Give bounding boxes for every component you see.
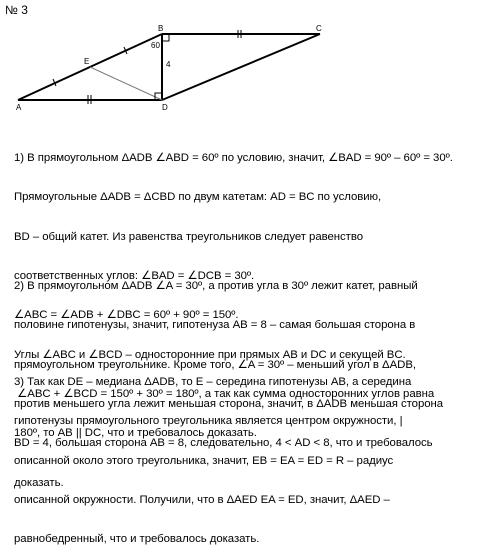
label-d: D [162,103,168,112]
part1-line: BD – общий катет. Из равенства треугольников следует равенство [14,230,363,243]
label-angle-60: 60 [151,41,160,50]
solution-part-3 [14,350,484,560]
part2-line: половине гипотенузы, значит, гипотенуза AB = 8 – самая большая сторона в [14,319,416,332]
side-cd [162,34,320,100]
median-de [90,67,162,100]
label-b: B [158,24,164,33]
part3-line: равнобедренный, что и требовалось доказать. [14,533,260,546]
right-angle-mark-d [155,93,162,100]
label-e: E [84,57,90,66]
part1-line: 180º, то AB || DC, что и требовалось доказать. [14,427,257,440]
part2-line: 2) В прямоугольном ΔADB ∠A = 30º, а против угла в 30º лежит катет, равный [14,280,418,293]
label-side-4: 4 [166,60,171,69]
part2-line: прямоугольном треугольнике. Кроме того, ∠A = 30º – меньший угол в ΔADB, [14,358,416,371]
right-angle-mark-b [162,34,169,41]
label-a: A [16,103,22,112]
part1-line: ∠ABC + ∠BCD = 150º + 30º = 180º, а так как сумма односторонних углов равна [14,387,435,400]
part1-line: 1) В прямоугольном ΔADB ∠ABD = 60º по условию, значит, ∠BAD = 90º – 60º = 30º. [14,152,453,165]
part1-line: Прямоугольные ΔADB = ΔCBD по двум катетам: AD = BC по условию, [14,191,382,204]
part3-line: 3) Так как DE – медиана ΔADB, то E – середина гипотенузы AB, а середина [14,376,412,389]
label-c: C [316,24,322,33]
part1-line: Углы ∠ABC и ∠BCD – односторонние при прямых AB и DC и секущей BC. [14,348,406,361]
part3-line: описанной около этого треугольника, значит, EB = EA = ED = R – радиус [14,454,394,467]
part2-line: против меньшего угла лежит меньшая сторона, значит, в ΔADB меньшая сторона [14,398,444,411]
part3-line: описанной окружности. Получили, что в ΔAED EA = ED, значит, ΔAED – [14,494,390,507]
part1-line: соответственных углов: ∠BAD = ∠DCB = 30º. [14,270,255,283]
geometry-figure [0,0,487,125]
part2-line: BD = 4, большая сторона AB = 8, следовательно, 4 < AD < 8, что и требовалось [14,437,433,450]
problem-number: № 3 [5,3,28,17]
part1-line: ∠ABC = ∠ADB + ∠DBC = 60º + 90º = 150º. [14,309,239,322]
part2-line: доказать. [14,476,64,489]
part3-line: гипотенузы прямоугольного треугольника является центром окружности, | [14,415,403,428]
